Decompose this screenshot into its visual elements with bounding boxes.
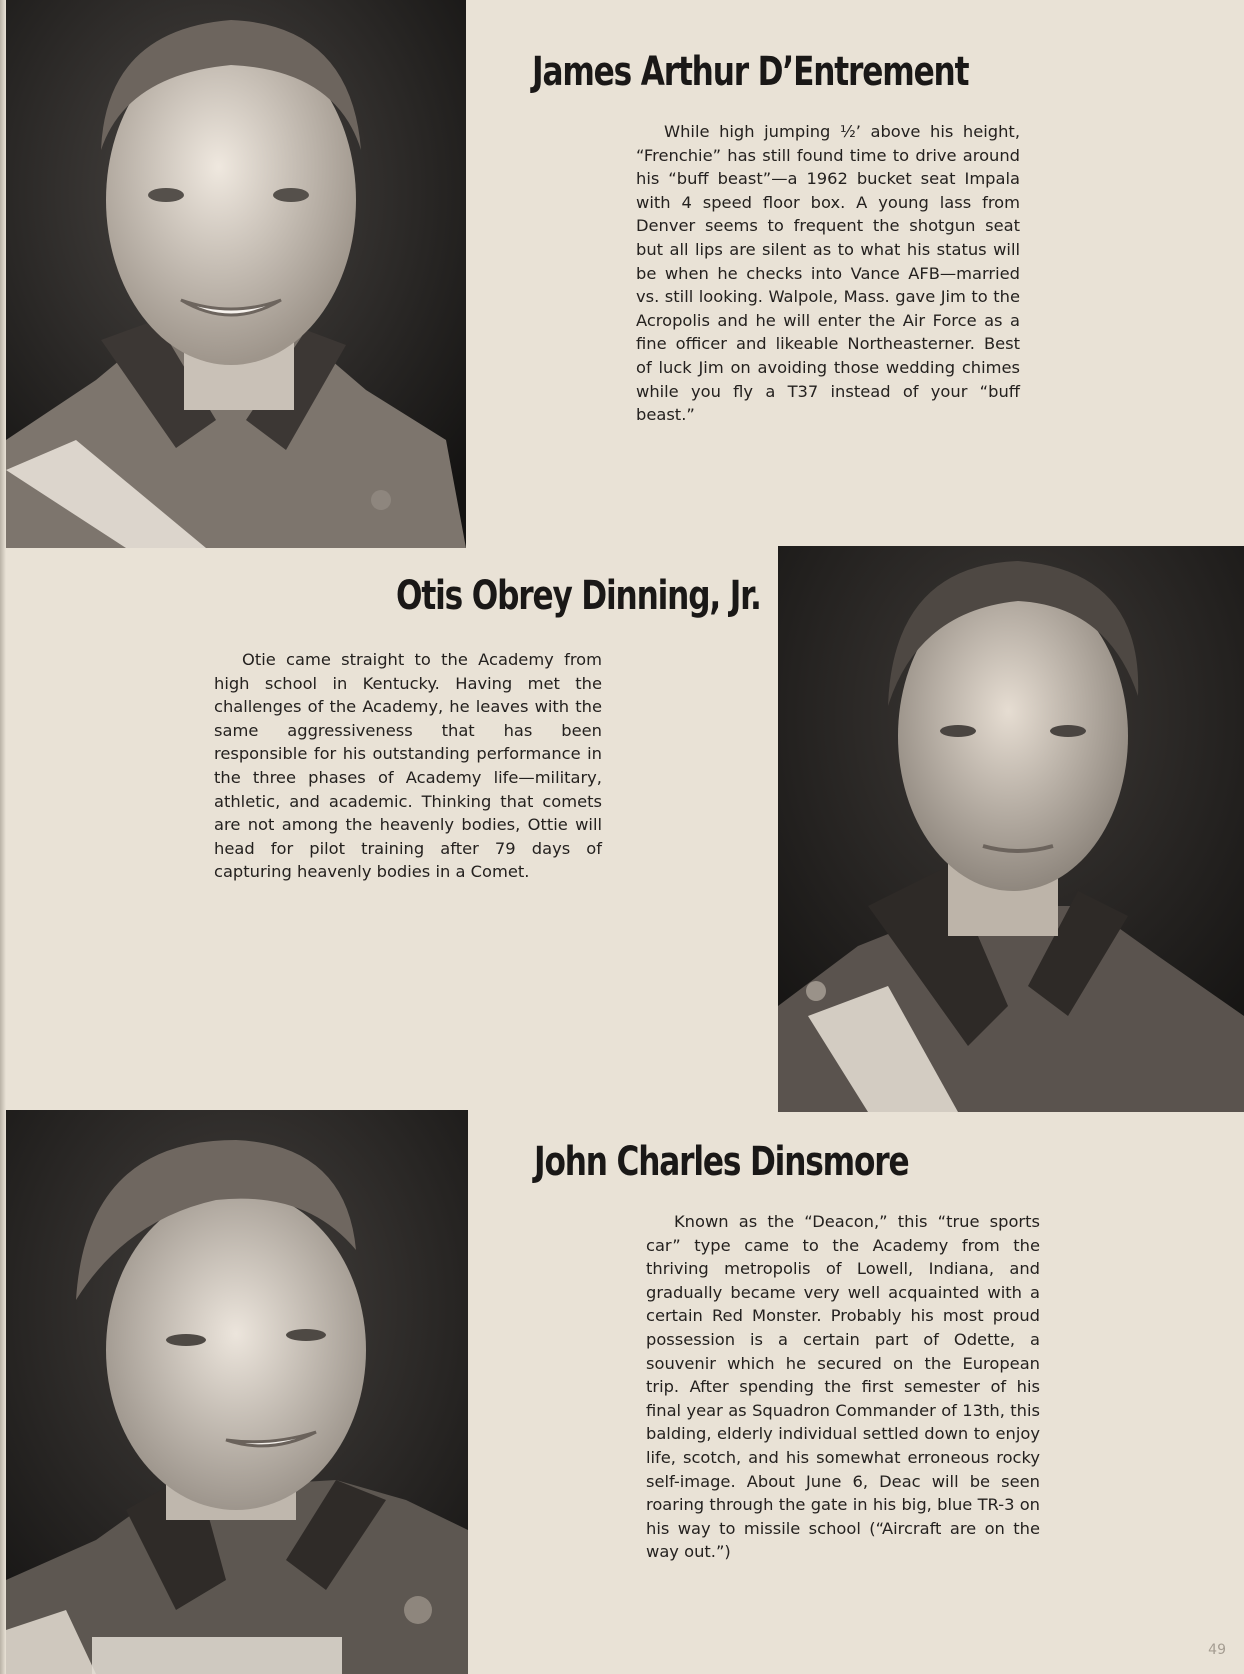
page-number: 49	[1208, 1642, 1226, 1658]
entry-name: James Arthur D’Entrement	[532, 49, 969, 95]
entry-bio: Known as the “Deacon,” this “true sports car” type came to the Academy from the thriving metropolis of Lowell, Indiana, and gradually became very well acquainted with a certain Red Monster. Probably his most proud possession is a certain part of Odette, a souvenir which he secured on the European trip. After spending the first semester of his final year as Squadron Commander of 13th, this balding, elderly individual settled down to enjoy life, scotch, and his somewhat erroneous rocky self-image. About June 6, Deac will be seen roaring through the gate in his big, blue TR-3 on his way to missile school (“Aircraft are on the way out.”)	[646, 1212, 1040, 1562]
entry-name: John Charles Dinsmore	[534, 1139, 909, 1185]
portrait-photo-dinning	[778, 546, 1244, 1112]
portrait-photo-dinsmore	[6, 1110, 468, 1674]
entry-name: Otis Obrey Dinning, Jr.	[396, 573, 761, 619]
entry-bio: Otie came straight to the Academy from high school in Kentucky. Having met the challenges of the Academy, he leaves with the same aggressiveness that has been responsible for his outstanding performance in the three phases of Academy life—military, athletic, and academic. Thinking that comets are not among the heavenly bodies, Ottie will head for pilot training after 79 days of capturing heavenly bodies in a Comet.	[214, 650, 602, 882]
portrait-photo-dentrement	[6, 0, 466, 548]
tape-strip	[92, 1637, 342, 1674]
entry-bio: While high jumping ½’ above his height, “Frenchie” has still found time to drive around his “buff beast”—a 1962 bucket seat Impala with 4 speed floor box. A young lass from Denver seems to frequent the shotgun seat but all lips are silent as to what his status will be when he checks into Vance AFB—married vs. still looking. Walpole, Mass. gave Jim to the Acropolis and he will enter the Air Force as a fine officer and likeable Northeasterner. Best of luck Jim on avoiding those wedding chimes while you fly a T37 instead of your “buff beast.”	[636, 122, 1020, 425]
